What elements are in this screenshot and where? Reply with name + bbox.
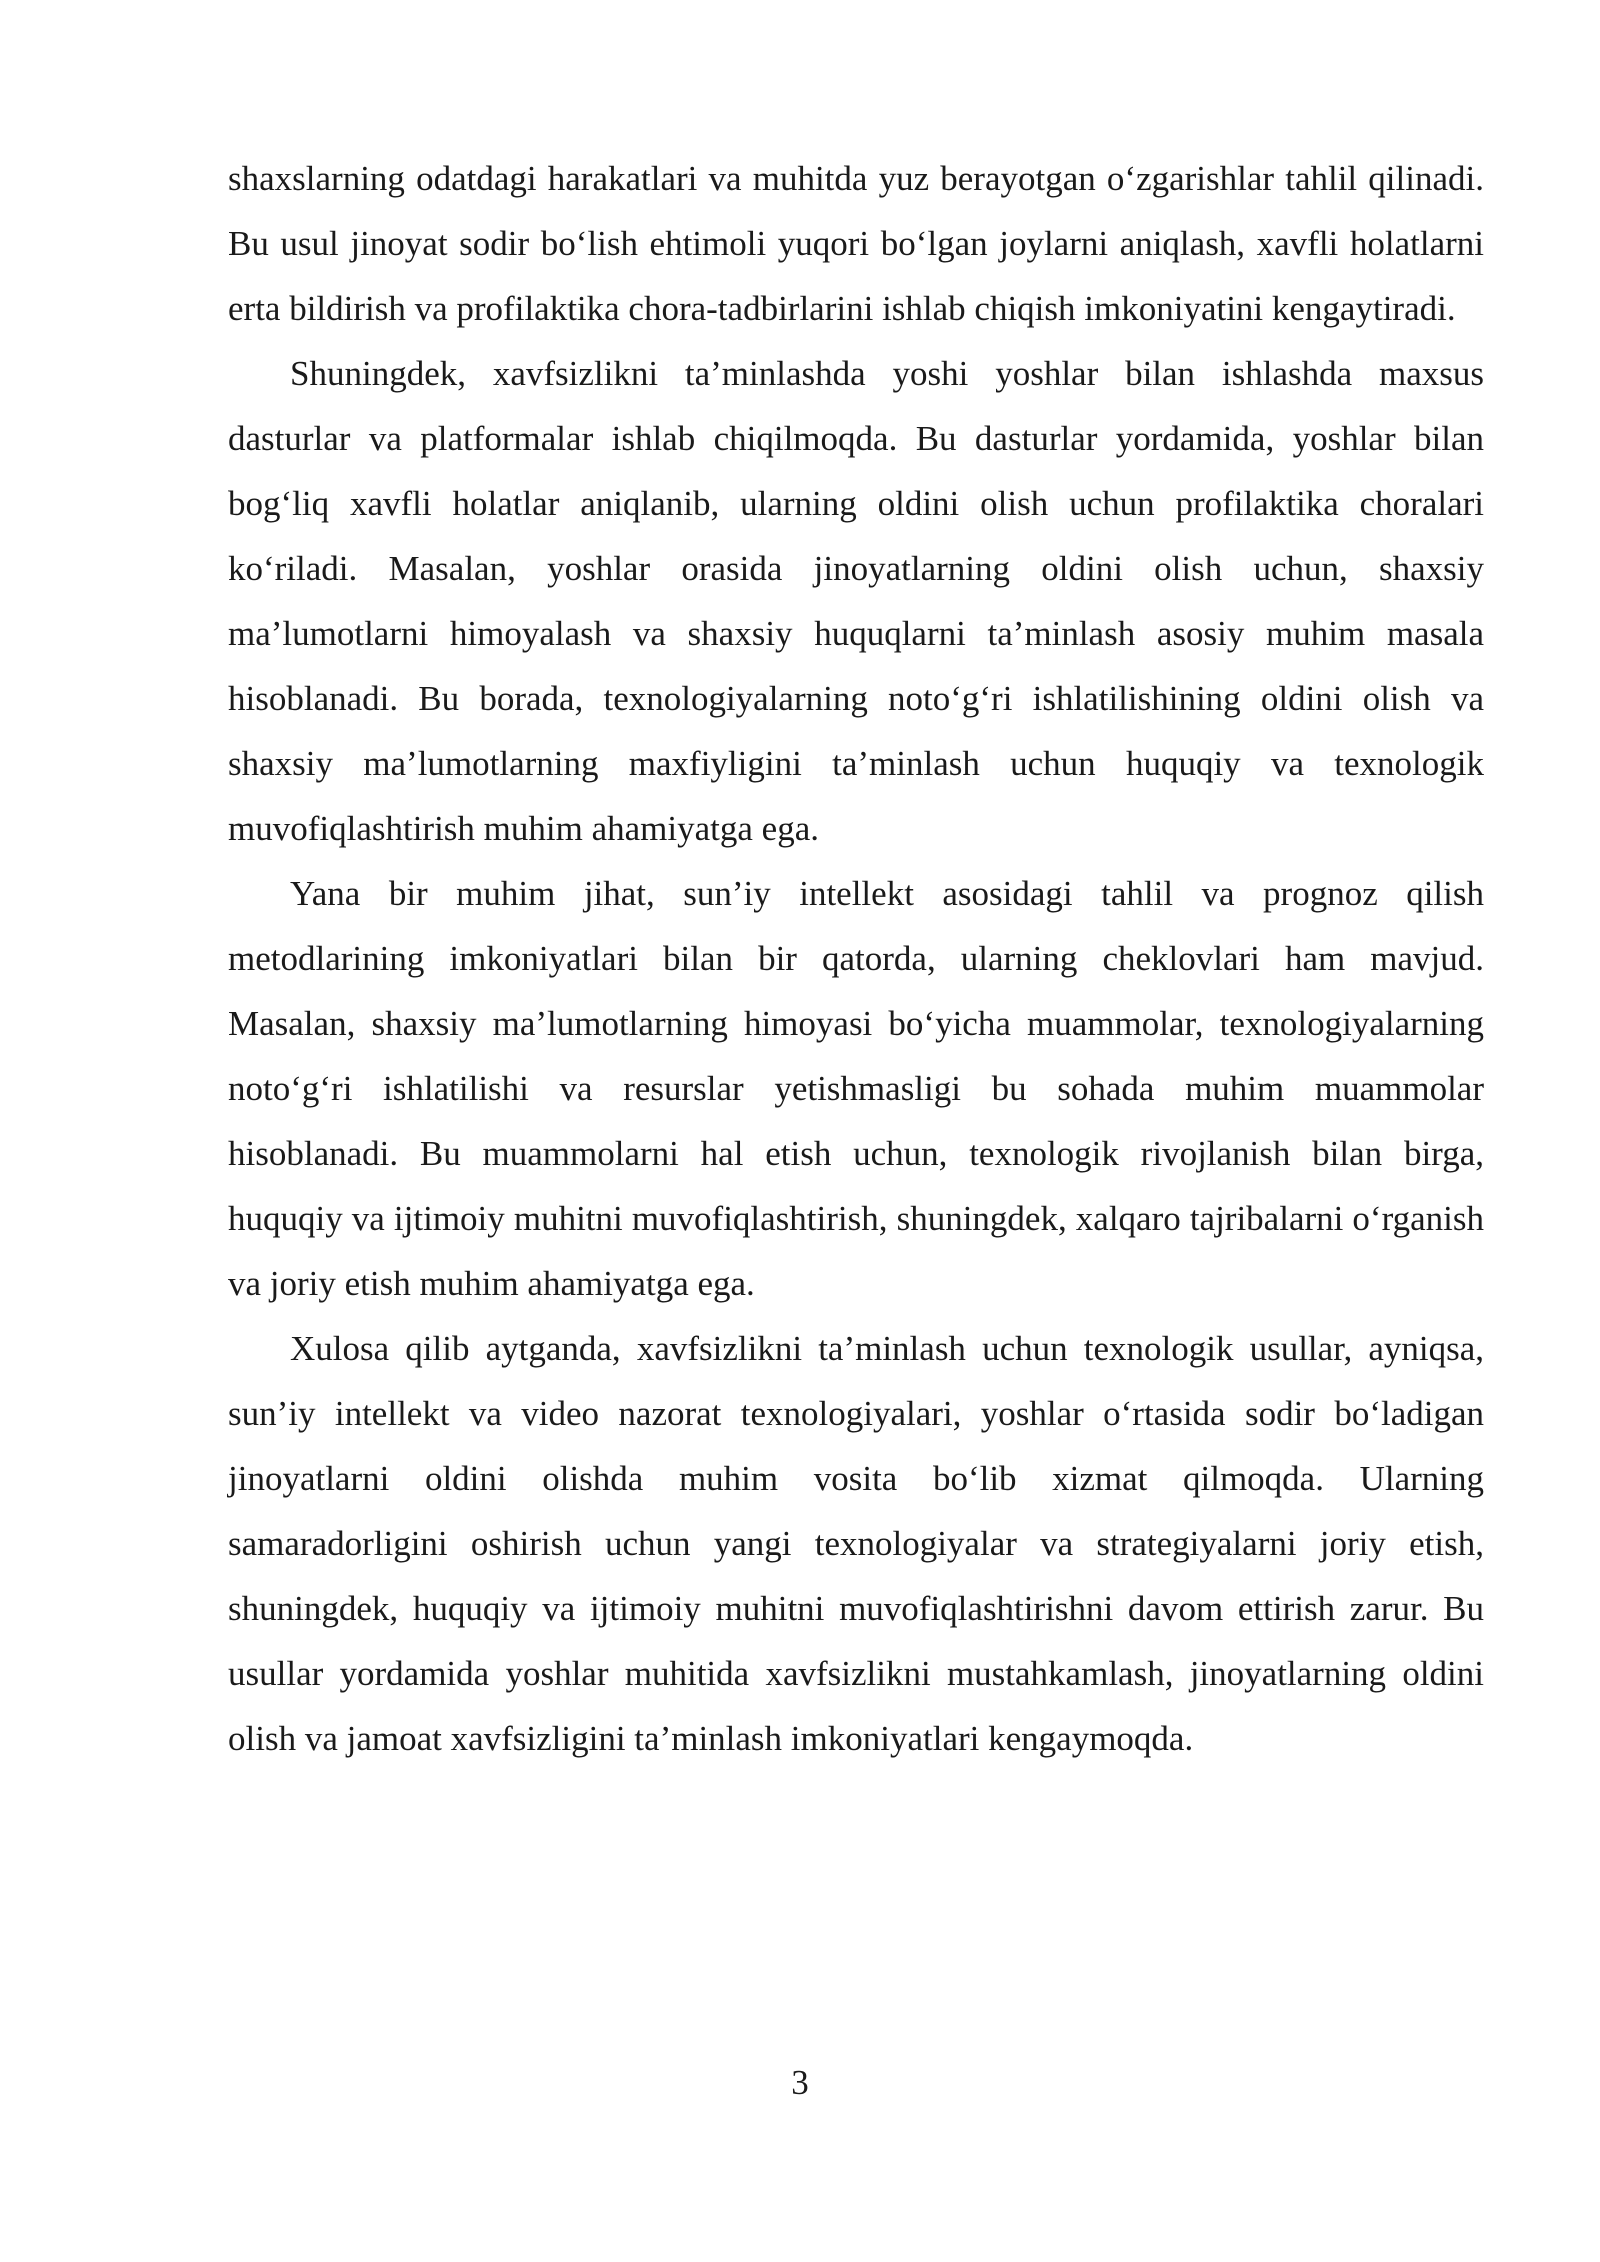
paragraph-continuation: shaxslarning odatdagi harakatlari va muhitda yuz berayotgan o‘zgarishlar tahlil qilinadi. Bu usul jinoyat sodir bo‘lish ehtimoli yuqori bo‘lgan joylarni aniqlash, xavfli holatlarni erta bildirish va profilaktika chora-tadbirlarini ishlab chiqish imkoniyatini kengaytiradi. (228, 159, 1484, 328)
paragraph-platforms: Shuningdek, xavfsizlikni ta’minlashda yoshi yoshlar bilan ishlashda maxsus dasturlar va platformalar ishlab chiqilmoqda. Bu dasturlar yordamida, yoshlar bilan bog‘liq xavfli holatlar aniqlanib, ularning oldini olish uchun profilaktika choralari ko‘riladi. Masalan, yoshlar orasida jinoyatlarning oldini olish uchun, shaxsiy ma’lumotlarni himoyalash va shaxsiy huquqlarni ta’minlash asosiy muhim masala hisoblanadi. Bu borada, texnologiyalarning noto‘g‘ri ishlatilishining oldini olish va shaxsiy ma’lumotlarning maxfiyligini ta’minlash uchun huquqiy va texnologik muvofiqlashtirish muhim ahamiyatga ega. (228, 354, 1484, 848)
page-number: 3 (791, 2063, 809, 2102)
body-text (228, 146, 1484, 1771)
paragraph-limitations: Yana bir muhim jihat, sun’iy intellekt asosidagi tahlil va prognoz qilish metodlarining imkoniyatlari bilan bir qatorda, ularning cheklovlari ham mavjud. Masalan, shaxsiy ma’lumotlarning himoyasi bo‘yicha muammolar, texnologiyalarning noto‘g‘ri ishlatilishi va resurslar yetishmasligi bu sohada muhim muammolar hisoblanadi. Bu muammolarni hal etish uchun, texnologik rivojlanish bilan birga, huquqiy va ijtimoiy muhitni muvofiqlashtirish, shuningdek, xalqaro tajribalarni o‘rganish va joriy etish muhim ahamiyatga ega. (228, 874, 1484, 1303)
paragraph-conclusion: Xulosa qilib aytganda, xavfsizlikni ta’minlash uchun texnologik usullar, ayniqsa, sun’iy intellekt va video nazorat texnologiyalari, yoshlar o‘rtasida sodir bo‘ladigan jinoyatlarni oldini olishda muhim vosita bo‘lib xizmat qilmoqda. Ularning samaradorligini oshirish uchun yangi texnologiyalar va strategiyalarni joriy etish, shuningdek, huquqiy va ijtimoiy muhitni muvofiqlashtirishni davom ettirish zarur. Bu usullar yordamida yoshlar muhitida xavfsizlikni mustahkamlash, jinoyatlarning oldini olish va jamoat xavfsizligini ta’minlash imkoniyatlari kengaymoqda. (228, 1329, 1484, 1758)
